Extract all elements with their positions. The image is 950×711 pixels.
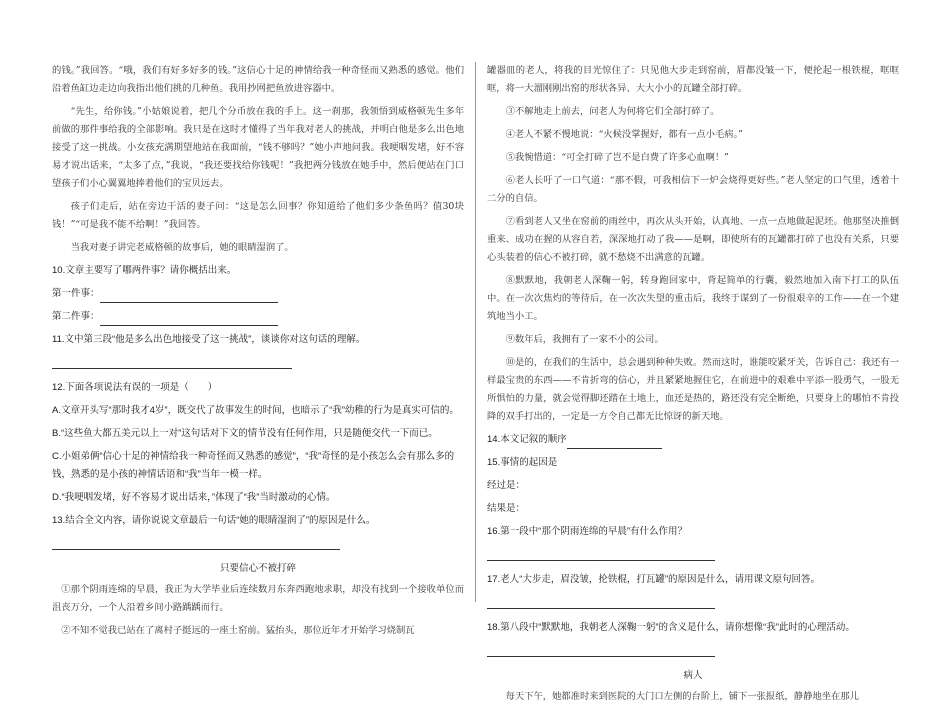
answer-line-second-event [52,308,464,326]
passage-title: 只要信心不被打碎 [219,563,296,574]
story-paragraph: ⑧默默地，我朝老人深鞠一躬，转身跑回家中，背起简单的行囊，毅然地加入南下打工的队伍中。在一次次焦灼的等待后，在一次次失望的重击后，我终于谋到了一份很艰辛的工作——在一个建筑地当小工。 [487,275,899,322]
option-d: D.“我哽咽发堵，好不容易才说出话来，”体现了“我”当时激动的心情。 [52,492,336,503]
answer-blank[interactable] [52,535,340,550]
answer-blank[interactable] [487,642,715,657]
question-17: 17.老人“大步走，眉没皱，抡铁棍，打瓦罐”的原因是什么，请用课文原句回答。 [487,574,821,585]
story-paragraph: ⑦看到老人又坐在窑前的雨丝中，再次从头开始，认真地、一点一点地做起泥坯。他那坚决推倒重来、成功在握的从容自若，深深地打动了我——是啊，即使所有的瓦罐都打碎了也没有关系，只要心头装着的信心不被打碎，就不愁烧不出满意的瓦罐。 [487,216,899,263]
answer-label: 结果是： [487,503,526,514]
story-paragraph: ④老人不紧不慢地说：“火候没掌握好，都有一点小毛病。” [505,129,743,140]
column-divider [475,62,476,602]
answer-blank[interactable] [52,354,292,369]
story-paragraph: ⑤我惋惜道：“可全打碎了岂不是白费了许多心血啊！” [505,152,729,163]
story-paragraph: ⑥老人长吁了一口气道：“那不假，可我相信下一炉会烧得更好些。”老人坚定的口气里，透着十二分的自信。 [487,175,899,204]
story-paragraph: ③不解地走上前去，问老人为何将它们全部打碎了。 [505,106,720,117]
right-column [487,62,899,711]
story-paragraph: 孩子们走后，站在旁边干活的妻子问：“这是怎么回事？你知道给了他们多少条鱼吗？值30块钱！”“可是我不能不给啊！”我回答。 [52,201,464,230]
answer-blank[interactable] [100,314,278,326]
story-paragraph: 当我对妻子讲完老威格顿的故事后，她的眼睛湿润了。 [70,242,294,253]
story-paragraph: 罐器皿的老人，将我的目光惊住了：只见他大步走到窑前，眉都没皱一下，便抡起一根铁棍，哐哐哐，将一大溜刚刚出窑的形状各异、大大小小的瓦罐全部打碎。 [487,65,899,94]
option-c: C.小姐弟俩“信心十足的神情给我一种奇怪而又熟悉的感觉”，“我”奇怪的是小孩怎么会有那么多的钱，熟悉的是小孩的神情话语和“我”当年一模一样。 [52,451,455,480]
answer-blank[interactable] [487,594,715,609]
answer-blank[interactable] [567,437,662,449]
answer-label: 经过是： [487,480,526,491]
story-paragraph: 的钱。”我回答。“哦，我们有好多好多的钱。”这信心十足的神情给我一种奇怪而又熟悉的感觉。他们沿着鱼缸边走边向我指出他们挑的几种鱼。我用抄网把鱼放进容器中。 [52,65,464,94]
answer-label: 第一件事： [52,288,100,299]
question-text: 14.本文记叙的顺序 [487,434,567,445]
question-10: 10.文章主要写了哪两件事？请你概括出来。 [52,265,237,276]
question-15: 15.事情的起因是 [487,457,558,468]
question-13: 13.结合全文内容，请你说说文章最后一句话“她的眼睛湿润了”的原因是什么。 [52,515,376,526]
question-11: 11.文中第三段“他是多么出色地接受了这一挑战”，谈谈你对这句话的理解。 [52,334,366,345]
story-paragraph: ⑨数年后，我拥有了一家不小的公司。 [505,334,664,345]
question-18: 18.第八段中“默默地，我朝老人深鞠一躬”的含义是什么，请你想像“我”此时的心理活动。 [487,622,855,633]
answer-blank[interactable] [487,546,715,561]
left-column [52,62,464,645]
question-16: 16.第一段中“那个阴雨连绵的早晨”有什么作用？ [487,526,688,537]
answer-label: 第二件事： [52,311,100,322]
story-paragraph: ⑩是的，在我们的生活中，总会遇到种种失败。然而这时，谁能咬紧牙关，告诉自己：我还有一样最宝贵的东西——不肯折弯的信心，并且紧紧地握住它，在前进中的艰难中平添一股勇气，一股无所惧怕的力量，就会觉得脚还踏在土地上，血还是热的，路还没有完全断绝，只要身上的哪怕不肯投降的双手打出的，一定是一方令自己都无比惊讶的新天地。 [487,357,899,422]
passage-title: 病人 [683,670,703,681]
story-paragraph: “先生，给你钱。”小姑娘说着，把几个分币放在我的手上。这一刹那，我领悟到威格顿先生多年前做的那件事给我的全部影响。我只是在这时才懂得了当年我对老人的挑战，并明白他是多么出色地接受了这一挑战。小女孩充满期望地站在我面前，“钱不够吗？”她小声地问我。我哽咽发堵，好不容易才说出话来，“太多了点，”我说，“我还要找给你钱呢！”我把两分钱放在她手中，然后便站在门口望孩子们小心翼翼地捧着他们的宝贝远去。 [52,106,464,189]
answer-blank[interactable] [100,291,278,303]
story-paragraph: ①那个阴雨连绵的早晨，我正为大学毕业后连续数月东奔西跑地求职，却没有找到一个接收单位而沮丧万分，一个人沿着乡间小路踽踽而行。 [52,584,464,613]
answer-line-first-event [52,285,464,303]
story-paragraph: 每天下午，她都准时来到医院的大门口左侧的台阶上，铺下一张报纸，静静地坐在那儿 [505,691,859,702]
question-14 [487,431,899,449]
option-a: A.文章开头写“那时我才4岁”，既交代了故事发生的时间，也暗示了“我”幼稚的行为是真实可信的。 [52,405,459,416]
question-12: 12.下面各项说法有误的一项是（ ） [52,382,218,393]
story-paragraph: ②不知不觉我已站在了离村子挺远的一座土窑前。猛抬头，那位近年才开始学习烧制瓦 [61,625,415,636]
option-b: B.“这些鱼大都五美元以上一对”这句话对下文的情节没有任何作用，只是随便交代一下而已。 [52,428,438,439]
